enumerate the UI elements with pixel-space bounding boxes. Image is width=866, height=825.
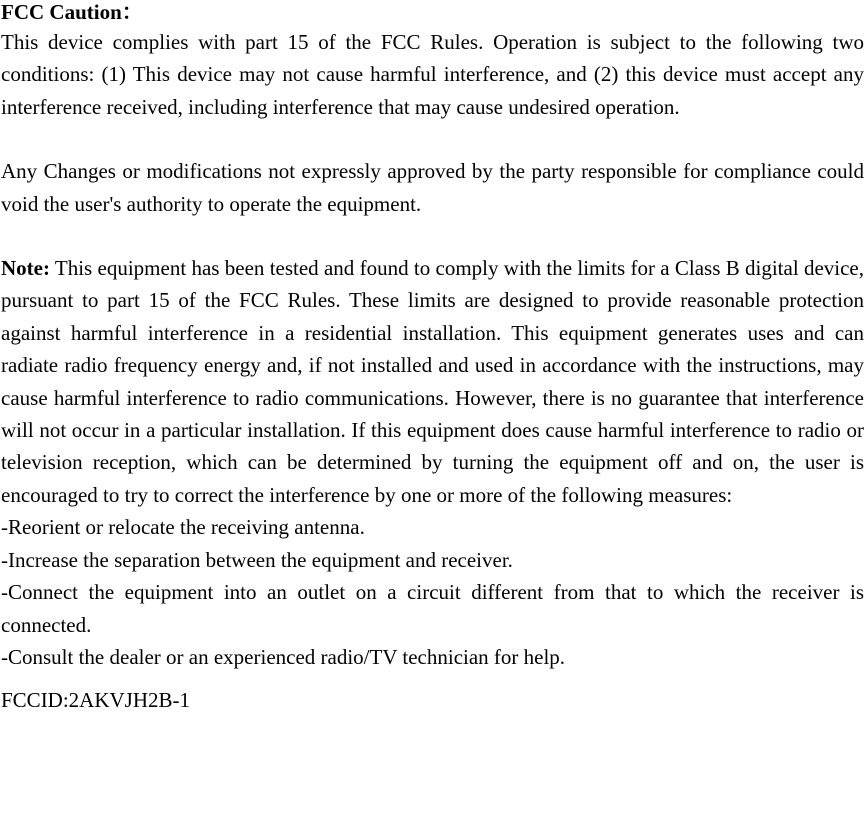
modifications-paragraph: Any Changes or modifications not expressly approved by the party responsible for compliance could void the user's authority to operate the equipment. [1, 159, 864, 216]
paragraph-gap [1, 220, 864, 252]
measure-item: -Consult the dealer or an experienced radio/TV technician for help. [1, 644, 566, 669]
note-label: Note: [1, 256, 50, 281]
fcc-caution-heading: FCC Caution： [1, 0, 143, 24]
measure-item: -Reorient or relocate the receiving antenna. [1, 515, 365, 540]
measures-list [1, 511, 864, 673]
compliance-paragraph: This device complies with part 15 of the FCC Rules. Operation is subject to the following two conditions: (1) This device may not cause harmful interference, and (2) this device must accept any interference received, including interference that may cause undesired operation. [1, 30, 864, 119]
measure-item: -Connect the equipment into an outlet on a circuit different from that to which the receiver is connected. [1, 580, 864, 637]
measure-item: -Increase the separation between the equipment and receiver. [1, 547, 513, 572]
note-text: This equipment has been tested and found to comply with the limits for a Class B digital device, pursuant to part 15 of the FCC Rules. These limits are designed to provide reasonable protection against harmful interference in a residential installation. This equipment generates uses and can radiate radio frequency energy and, if not installed and used in accordance with the instructions, may cause harmful interference to radio communications. However, there is no guarantee that interference will not occur in a particular installation. If this equipment does cause harmful interference to radio or television reception, which can be determined by turning the equipment off and on, the user is encouraged to try to correct the interference by one or more of the following measures: [1, 256, 864, 507]
fcc-id: FCCID:2AKVJH2B-1 [1, 688, 191, 713]
note-paragraph [1, 252, 864, 511]
paragraph-gap [1, 123, 864, 155]
